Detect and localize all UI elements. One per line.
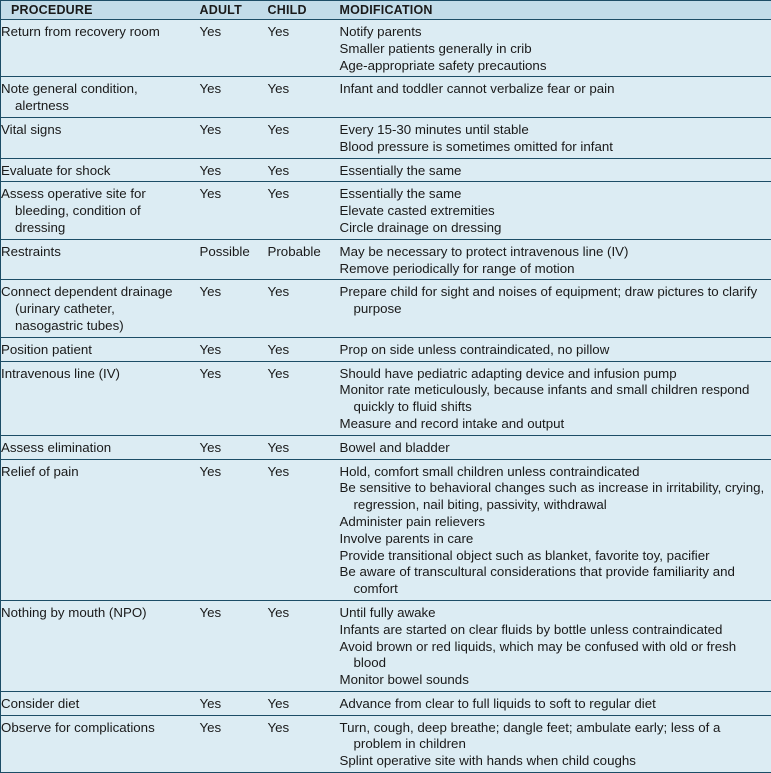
table-row (1, 77, 771, 118)
modification-line: Administer pain relievers (340, 514, 768, 531)
procedure-cell: Restraints (1, 239, 190, 280)
modification-line: Infant and toddler cannot verbalize fear or pain (340, 81, 768, 98)
child-cell: Yes (258, 77, 330, 118)
table-row (1, 337, 771, 361)
modification-line: Measure and record intake and output (340, 416, 768, 433)
table-row (1, 361, 771, 435)
table-row (1, 239, 771, 280)
child-cell: Yes (258, 158, 330, 182)
procedure-cell: Nothing by mouth (NPO) (1, 600, 190, 691)
child-cell: Yes (258, 691, 330, 715)
table-body (1, 20, 771, 773)
modification-line: Bowel and bladder (340, 440, 768, 457)
modification-line: Smaller patients generally in crib (340, 41, 768, 58)
procedure-cell: Note general condition, alertness (1, 77, 190, 118)
child-cell: Yes (258, 600, 330, 691)
modification-cell (330, 715, 771, 772)
child-cell: Yes (258, 361, 330, 435)
child-cell: Probable (258, 239, 330, 280)
adult-cell: Yes (190, 459, 258, 600)
modification-line: Be aware of transcultural considerations that provide familiarity and comfort (340, 564, 768, 598)
modification-cell (330, 361, 771, 435)
modification-line: Until fully awake (340, 605, 768, 622)
procedure-cell: Evaluate for shock (1, 158, 190, 182)
procedure-cell: Return from recovery room (1, 20, 190, 77)
modification-line: Every 15-30 minutes until stable (340, 122, 768, 139)
table-row (1, 280, 771, 337)
adult-cell: Yes (190, 280, 258, 337)
modification-line: Provide transitional object such as blanket, favorite toy, pacifier (340, 548, 768, 565)
adult-cell: Yes (190, 361, 258, 435)
adult-cell: Yes (190, 20, 258, 77)
header-child: CHILD (258, 1, 330, 20)
modification-line: Infants are started on clear fluids by bottle unless contraindicated (340, 622, 768, 639)
header-row (1, 1, 771, 20)
child-cell: Yes (258, 715, 330, 772)
adult-cell: Yes (190, 715, 258, 772)
procedure-cell: Position patient (1, 337, 190, 361)
adult-cell: Yes (190, 435, 258, 459)
modification-cell (330, 435, 771, 459)
procedure-cell: Connect dependent drainage (urinary catheter, nasogastric tubes) (1, 280, 190, 337)
modification-line: Prepare child for sight and noises of equipment; draw pictures to clarify purpose (340, 284, 768, 318)
child-cell: Yes (258, 337, 330, 361)
table-row (1, 158, 771, 182)
child-cell: Yes (258, 435, 330, 459)
modification-line: Essentially the same (340, 163, 768, 180)
modification-line: Age-appropriate safety precautions (340, 58, 768, 75)
modification-cell (330, 600, 771, 691)
modification-cell (330, 337, 771, 361)
child-cell: Yes (258, 117, 330, 158)
adult-cell: Yes (190, 182, 258, 239)
modification-line: Blood pressure is sometimes omitted for infant (340, 139, 768, 156)
modification-cell (330, 280, 771, 337)
table-row (1, 715, 771, 772)
modification-cell (330, 158, 771, 182)
adult-cell: Yes (190, 117, 258, 158)
modification-cell (330, 117, 771, 158)
adult-cell: Yes (190, 337, 258, 361)
child-cell: Yes (258, 20, 330, 77)
modification-line: Monitor bowel sounds (340, 672, 768, 689)
modification-line: Hold, comfort small children unless contraindicated (340, 464, 768, 481)
table-row (1, 117, 771, 158)
child-cell: Yes (258, 459, 330, 600)
adult-cell: Yes (190, 600, 258, 691)
modification-line: Elevate casted extremities (340, 203, 768, 220)
modification-cell (330, 459, 771, 600)
child-cell: Yes (258, 280, 330, 337)
table-row (1, 600, 771, 691)
modification-line: Should have pediatric adapting device and infusion pump (340, 366, 768, 383)
header-modification: MODIFICATION (330, 1, 771, 20)
modification-line: May be necessary to protect intravenous line (IV) (340, 244, 768, 261)
modification-line: Involve parents in care (340, 531, 768, 548)
modification-cell (330, 20, 771, 77)
procedure-cell: Assess operative site for bleeding, condition of dressing (1, 182, 190, 239)
modification-line: Remove periodically for range of motion (340, 261, 768, 278)
procedure-cell: Vital signs (1, 117, 190, 158)
modification-cell (330, 182, 771, 239)
header-adult: ADULT (190, 1, 258, 20)
modification-cell (330, 691, 771, 715)
table-row (1, 691, 771, 715)
procedure-cell: Relief of pain (1, 459, 190, 600)
table-row (1, 435, 771, 459)
modification-line: Monitor rate meticulously, because infants and small children respond quickly to fluid shifts (340, 382, 768, 416)
procedure-cell: Consider diet (1, 691, 190, 715)
procedure-cell: Assess elimination (1, 435, 190, 459)
procedure-cell: Observe for complications (1, 715, 190, 772)
modification-cell (330, 77, 771, 118)
modification-line: Essentially the same (340, 186, 768, 203)
modification-line: Prop on side unless contraindicated, no pillow (340, 342, 768, 359)
table-row (1, 20, 771, 77)
modification-line: Be sensitive to behavioral changes such as increase in irritability, crying, regression, nail biting, passivity, withdrawal (340, 480, 768, 514)
child-cell: Yes (258, 182, 330, 239)
modification-line: Advance from clear to full liquids to soft to regular diet (340, 696, 768, 713)
table-row (1, 182, 771, 239)
procedure-cell: Intravenous line (IV) (1, 361, 190, 435)
modification-line: Turn, cough, deep breathe; dangle feet; ambulate early; less of a problem in children (340, 720, 768, 754)
modification-line: Notify parents (340, 24, 768, 41)
modification-line: Splint operative site with hands when child coughs (340, 753, 768, 770)
adult-cell: Possible (190, 239, 258, 280)
adult-cell: Yes (190, 77, 258, 118)
adult-cell: Yes (190, 158, 258, 182)
adult-cell: Yes (190, 691, 258, 715)
table-row (1, 459, 771, 600)
modification-line: Circle drainage on dressing (340, 220, 768, 237)
header-procedure: PROCEDURE (1, 1, 190, 20)
modification-line: Avoid brown or red liquids, which may be confused with old or fresh blood (340, 639, 768, 673)
modification-cell (330, 239, 771, 280)
